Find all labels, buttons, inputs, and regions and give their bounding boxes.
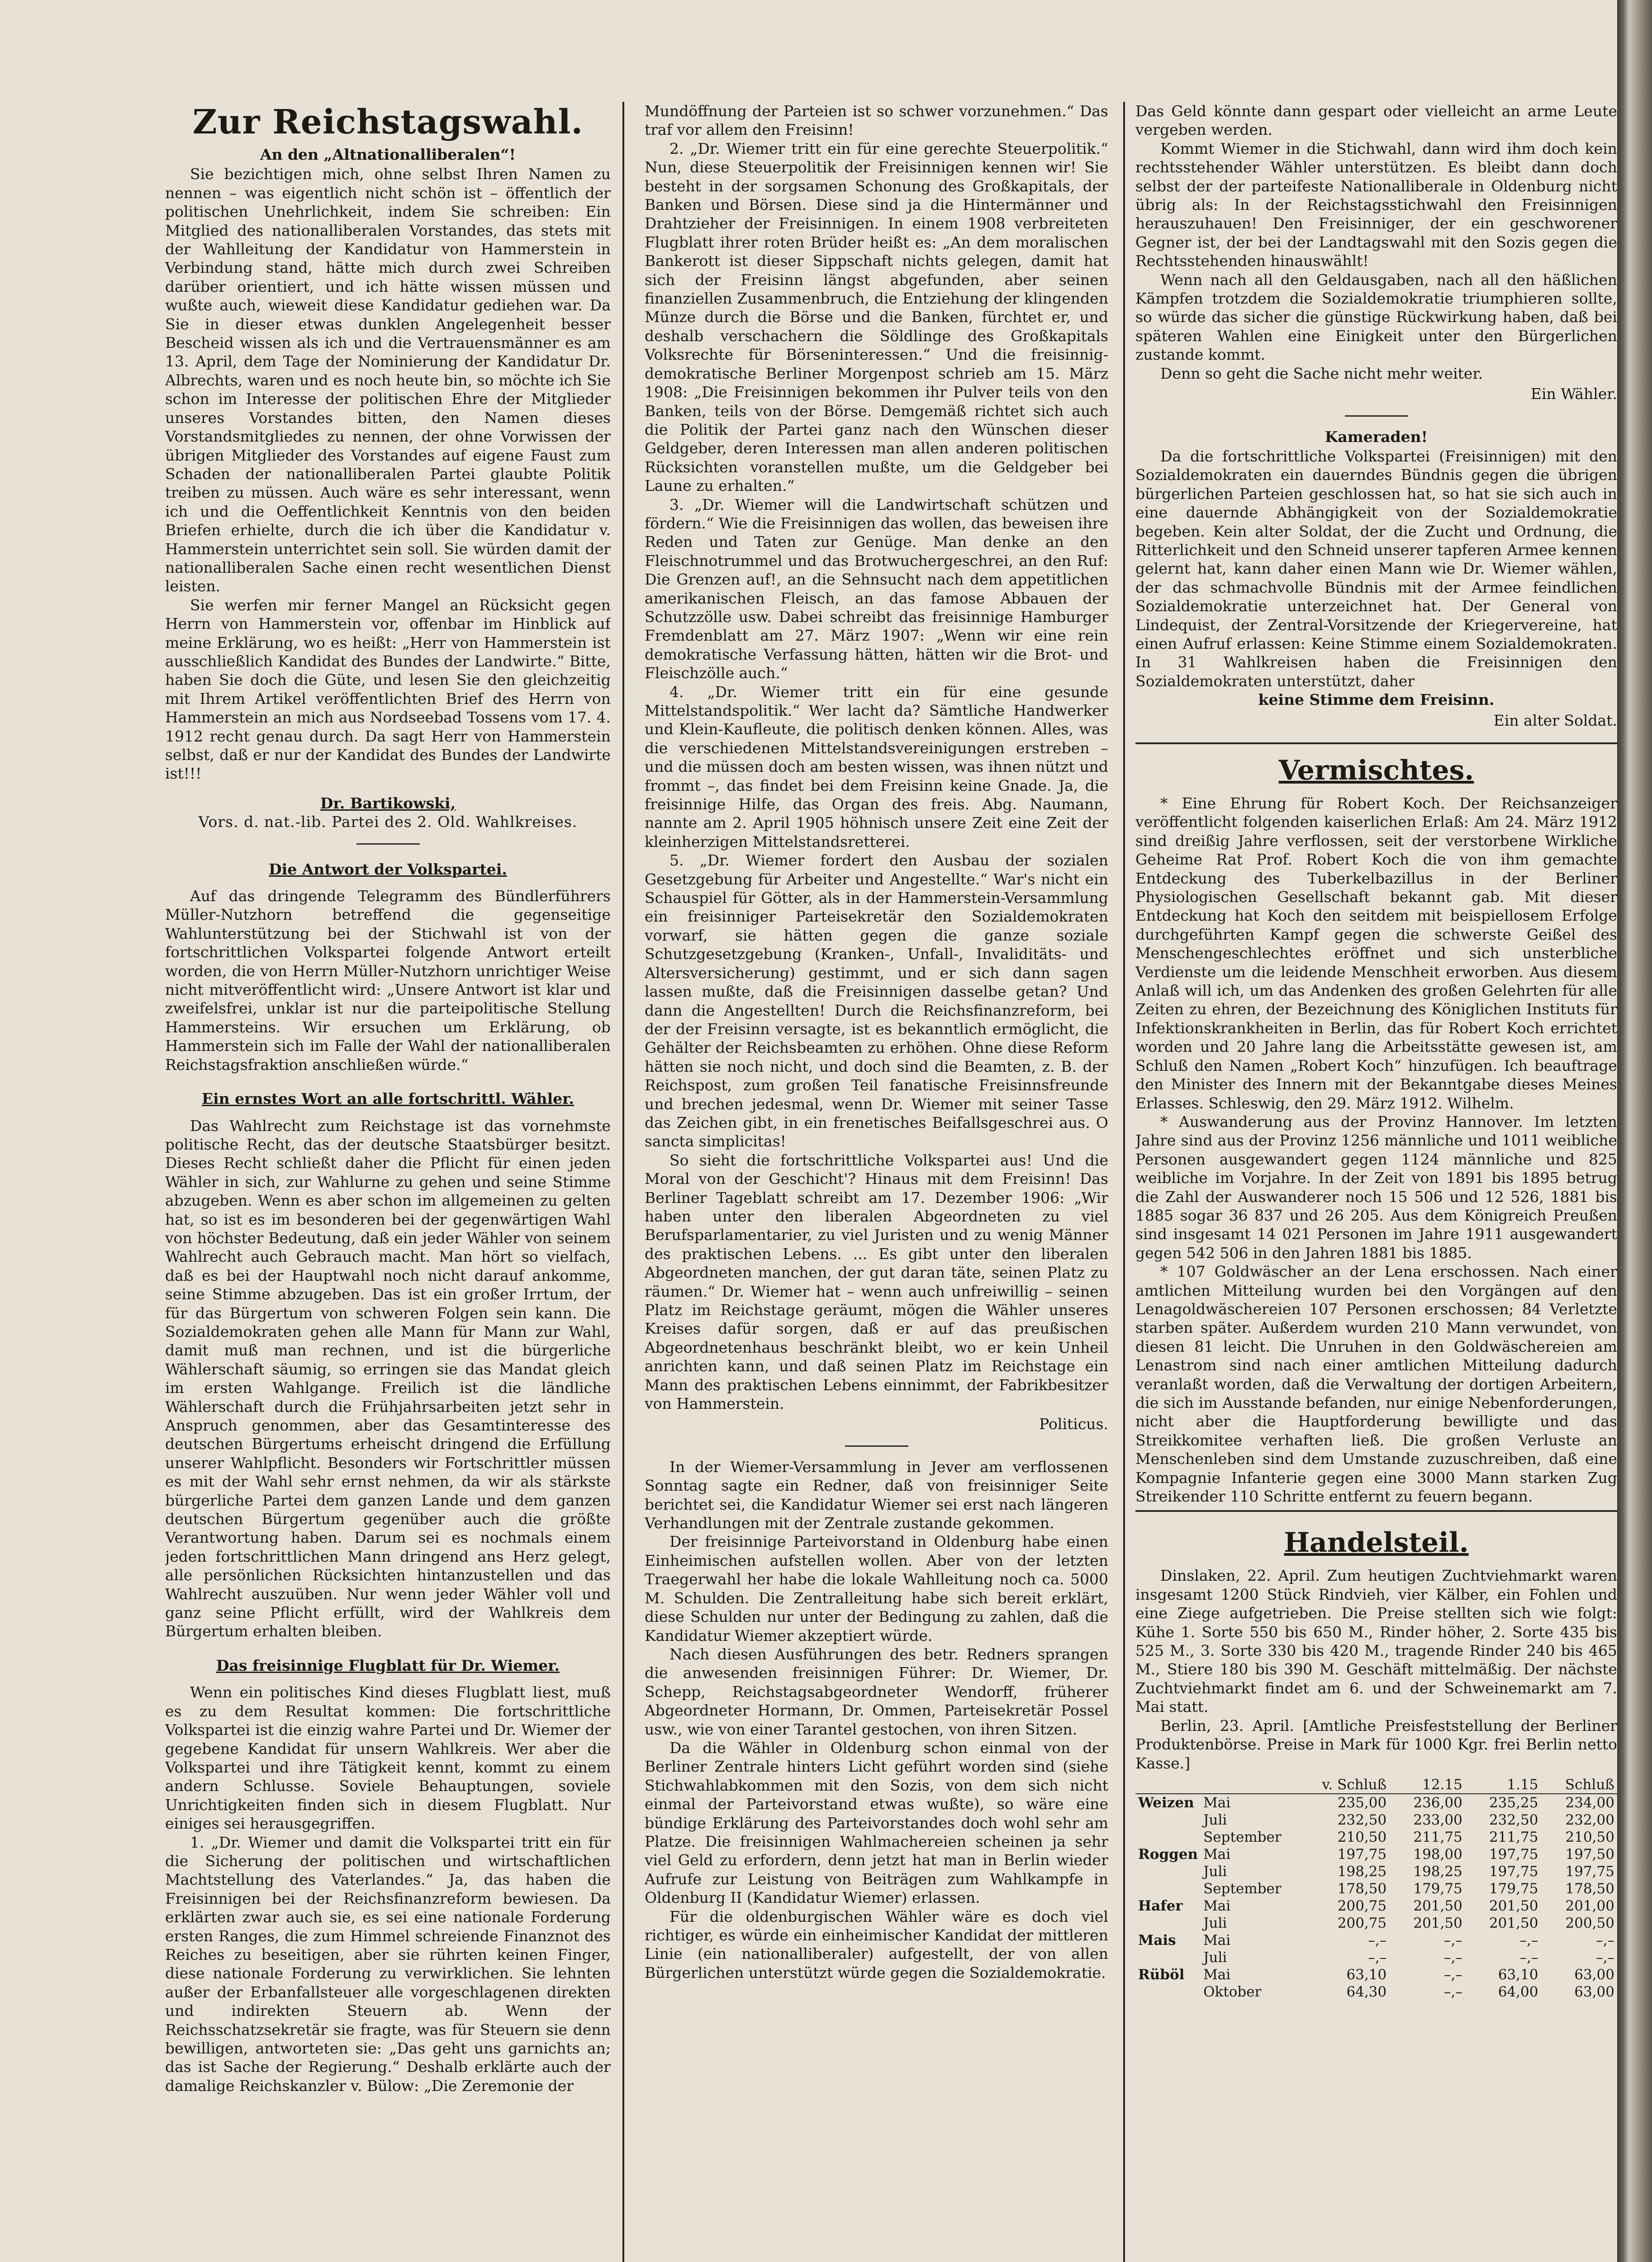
table-row bbox=[1135, 1897, 1617, 1915]
flyer-paragraph-1: Wenn ein politisches Kind dieses Flugblatt liest, muß es zu dem Resultat kommen: Die fortschrittliche Volkspartei ist die einzig wahre Partei und Dr. Wiemer der gegebene Kandidat für unsern Wahlkreis. Wer aber die Volkspartei und ihre Tätigkeit kennt, kommt zu einem andern Schlusse. Soviele Behauptungen, soviele Unrichtigkeiten finden sich in diesem Flugblatt. Nur einiges sei herausgegriffen. bbox=[165, 1683, 611, 1833]
price-cell: 200,50 bbox=[1565, 1915, 1614, 1931]
table-row bbox=[1135, 1949, 1617, 1966]
flyer-point-3: 3. „Dr. Wiemer will die Landwirtschaft schützen und fördern.“ Wie die Freisinnigen das wollen, das beweisen ihre Reden und Taten zur Genüge. Man denke an den Fleischnotrummel und das Brotwuchergeschrei, an den Ruf: Die Grenzen auf!, an die Sehnsucht nach dem appetitlichen amerikanischen Fleisch, an das famose Abbauen der Schutzzölle usw. Dabei schreibt das freisinnige Hamburger Fremdenblatt am 27. März 1907: „Wenn wir eine rein demokratische Verfassung hätten, hätten wir die Brot- und Fleischzölle auch.“ bbox=[645, 495, 1108, 682]
header-cell: v. Schluß bbox=[1292, 1776, 1389, 1794]
dinslaken-paragraph: Dinslaken, 22. April. Zum heutigen Zuchtviehmarkt waren insgesamt 1200 Stück Rindvieh, vier Kälber, ein Fohlen und eine Ziege aufgetrieben. Die Preise stellten sich wie folgt: Kühe 1. Sorte 550 bis 650 M., Rinder höher, 2. Sorte 435 bis 525 M., 3. Sorte 330 bis 420 M., tragende Rinder 240 bis 465 M., Stiere 180 bis 390 M. Geschäft mittelmäßig. Der nächste Zuchtviehmarkt findet am 6. und der Schweinemarkt am 7. Mai statt. bbox=[1135, 1567, 1617, 1716]
page-edge bbox=[1617, 0, 1652, 2262]
word-heading: Ein ernstes Wort an alle fortschrittl. Wähler. bbox=[201, 1090, 574, 1108]
price-cell: 201,50 bbox=[1413, 1915, 1462, 1931]
price-cell: 200,75 bbox=[1337, 1915, 1387, 1931]
price-cell: 64,00 bbox=[1498, 1983, 1538, 2000]
vermischtes-heading: Vermischtes. bbox=[1278, 755, 1474, 786]
price-cell: 197,50 bbox=[1565, 1846, 1614, 1863]
price-cell: 201,50 bbox=[1489, 1915, 1538, 1931]
price-cell: 201,50 bbox=[1413, 1897, 1462, 1914]
month-cell: Oktober bbox=[1203, 1983, 1262, 2000]
column-1 bbox=[165, 102, 611, 2262]
auswanderung-paragraph: * Auswanderung aus der Provinz Hannover. Im letzten Jahre sind aus der Provinz 1256 männliche und 1011 weibliche Personen ausgewandert gegen 1124 männliche und 825 weibliche im Vorjahre. In der Zeit von 1891 bis 1895 betrug die Zahl der Auswanderer noch 15 506 und 12 526, 1881 bis 1885 sogar 36 837 und 26 205. Aus dem Königreich Preußen sind insgesamt 14 021 Personen im Jahre 1911 ausgewandert gegen 542 506 in den Jahren 1881 bis 1885. bbox=[1135, 1112, 1617, 1262]
price-cell: 210,50 bbox=[1565, 1829, 1614, 1845]
price-cell: 63,10 bbox=[1346, 1966, 1387, 1983]
price-cell: 234,00 bbox=[1565, 1794, 1614, 1811]
price-cell: –,– bbox=[1519, 1949, 1538, 1966]
section-rule bbox=[1135, 1510, 1617, 1512]
price-cell: –,– bbox=[1368, 1932, 1387, 1948]
price-table bbox=[1135, 1776, 1617, 2001]
grain-cell bbox=[1135, 1811, 1201, 1829]
price-cell: 201,00 bbox=[1565, 1897, 1614, 1914]
table-row bbox=[1135, 1880, 1617, 1897]
grain-cell: Hafer bbox=[1138, 1897, 1183, 1914]
column-rule-1 bbox=[622, 102, 624, 2262]
grain-cell bbox=[1135, 1949, 1201, 1966]
einigkeit-paragraph: Wenn nach all den Geldausgaben, nach all den häßlichen Kämpfen trotzdem die Sozialdemokratie triumphieren sollte, so würde das sicher die günstige Rückwirkung haben, daß bei späteren Wahlen eine Einigkeit unter den Bürgerlichen zustande kommt. bbox=[1135, 271, 1617, 364]
price-cell: –,– bbox=[1596, 1932, 1614, 1948]
price-cell: –,– bbox=[1443, 1966, 1462, 1983]
koch-paragraph: * Eine Ehrung für Robert Koch. Der Reichsanzeiger veröffentlicht folgenden kaiserlichen Erlaß: Am 24. März 1912 sind dreißig Jahre verflossen, seit der verstorbene Wirkliche Geheime Rat Prof. Robert Koch die von ihm gemachte Entdeckung des Tuberkelbazillus in der Berliner Physiologischen Gesellschaft bekannt gab. Mit dieser Entdeckung hat Koch den seitdem mit beispiellosem Erfolge durchgeführten Kampf gegen die schwerste Geißel des Menschengeschlechtes eröffnet und sich unsterbliche Verdienste um die leidende Menschheit erworben. Aus diesem Anlaß will ich, um das Andenken des großen Gelehrten für alle Zeiten zu ehren, der Bezeichnung des Königlichen Instituts für Infektionskrankheiten in Berlin, das für Robert Koch errichtet worden und 20 Jahre lang die Arbeitsstätte gewesen ist, am Schluß den Namen „Robert Koch“ hinzufügen. Ich beauftrage den Minister des Innern mit der Bekanntgabe dieses Meines Erlasses. Schleswig, den 29. März 1912. Wilhelm. bbox=[1135, 794, 1617, 1112]
price-cell: 178,50 bbox=[1565, 1880, 1614, 1897]
header-cell: Schluß bbox=[1541, 1776, 1617, 1794]
lena-paragraph: * 107 Goldwäscher an der Lena erschossen. Nach einer amtlichen Mitteilung wurden bei den Vorgängen auf den Lenagoldwäschereien 107 Personen erschossen; 84 Verletzte starben später. Außerdem wurden 210 Mann verwundet, von diesen 81 leicht. Die Unruhen in den Goldwäschereien am Lenastrom sind nach einer amtlichen Mitteilung dadurch veranlaßt worden, daß die Verwaltung der dortigen Arbeitern, die sich im Ausstande befanden, nur einige Nebenforderungen, nicht aber die Hauptforderung bewilligte und das Streikkomitee verhaften ließ. Die großen Verluste an Menschenleben sind dem Umstande zuzuschreiben, daß eine Kompagnie Infanterie gegen eine 3000 Mann starken Zug Streikender 110 Schritte entfernt zu feuern begann. bbox=[1135, 1263, 1617, 1506]
header-cell bbox=[1201, 1776, 1292, 1794]
price-cell: 232,50 bbox=[1489, 1811, 1538, 1828]
kameraden-heading: Kameraden! bbox=[1324, 428, 1428, 446]
flyer-point-4: 4. „Dr. Wiemer tritt ein für eine gesunde Mittelstandspolitik.“ Wer lacht da? Sämtliche Handwerker und Klein-Kaufleute, die politisch denken können. Alles, was die verschiedenen Mittelstandsvereinigungen erstreben – und die müssen doch am besten wissen, was ihnen nützt und frommt –, das findet bei dem Freisinn keine Gnade. Ja, die freisinnige Hilfe, das Organ des freis. Abg. Naumann, nannte am 2. April 1905 höhnisch unsere Zeit eine Zeit der kleinherzigen Mittelstandsretterei. bbox=[645, 683, 1108, 851]
jever-paragraph-5: Für die oldenburgischen Wähler wäre es doch viel richtiger, es würde ein einheimischer Kandidat der mittleren Linie (ein nationalliberaler) aufgestellt, der von allen Bürgerlichen unterstützt würde gegen die Sozialdemokratie. bbox=[645, 1907, 1108, 1982]
table-row bbox=[1135, 1915, 1617, 1932]
table-row bbox=[1135, 1811, 1617, 1829]
month-cell: Juli bbox=[1203, 1915, 1227, 1931]
price-cell: 64,30 bbox=[1346, 1983, 1387, 2000]
jever-paragraph-3: Nach diesen Ausführungen des betr. Redners sprangen die anwesenden freisinnigen Führer: Dr. Wiemer, Dr. Schepp, Reichstagsabgeordneter Wendorff, früherer Abgeordneter Hormann, Dr. Ommen, Parteisekretär Possel usw., wie von einer Tarantel gestochen, von ihren Sitzen. bbox=[645, 1645, 1108, 1738]
waehler-signature: Ein Wähler. bbox=[1530, 385, 1617, 403]
price-cell: 210,50 bbox=[1337, 1829, 1387, 1845]
price-cell: 63,00 bbox=[1574, 1983, 1614, 2000]
grain-cell bbox=[1135, 1983, 1201, 2001]
header-cell: 1.15 bbox=[1465, 1776, 1541, 1794]
price-table-header bbox=[1135, 1776, 1617, 1794]
table-row bbox=[1135, 1794, 1617, 1811]
flyer-conclusion: So sieht die fortschrittliche Volkspartei aus! Und die Moral von der Geschicht'? Hinaus mit dem Freisinn! Das Berliner Tageblatt schreibt am 17. Dezember 1906: „Wir haben unter den liberalen Abgeordneten zu viel Berufsparlamentarier, zu viel Juristen und zu wenig Männer des praktischen Lebens. ... Es gibt unter den liberalen Abgeordneten manchen, der gut daran täte, seinen Platz zu räumen.“ Dr. Wiemer hat – wenn auch unfreiwillig – seinen Platz im Reichstage geräumt, mögen die Wähler unseres Kreises dafür sorgen, daß er auf das preußischen Abgeordnetenhaus beschränkt bleibt, wo er kein Unheil anrichten kann, und daß seinen Platz im Reichstage ein Mann des praktischen Lebens einnimmt, der Fabrikbesitzer von Hammerstein. bbox=[645, 1151, 1108, 1413]
price-cell: –,– bbox=[1443, 1949, 1462, 1966]
price-cell: 232,50 bbox=[1337, 1811, 1387, 1828]
letter-heading: An den „Altnationalliberalen“! bbox=[260, 146, 516, 163]
header-cell bbox=[1135, 1776, 1201, 1794]
jever-continuation: Das Geld könnte dann gespart oder vielleicht an arme Leute vergeben werden. bbox=[1135, 102, 1617, 139]
flyer-point-2: 2. „Dr. Wiemer tritt ein für eine gerechte Steuerpolitik.“ Nun, diese Steuerpolitik der Freisinnigen kennen wir! Sie besteht in der sorgsamen Schonung des Großkapitals, der Banken und Börsen. Diese sind ja die Hintermänner und Drahtzieher der Freisinnigen. In einem 1908 verbreiteten Flugblatt ihrer roten Brüder heißt es: „An dem moralischen Bankerott ist dieser Sippschaft nichts gelegen, damit hat sich der Freisinn längst abgefunden, aber seinen finanziellen Zusammenbruch, die Entziehung der klingenden Münze durch die Börse und die Banken, fürchtet er, und deshalb verschachern die Söldlinge des Großkapitals Volksrechte für Börseninteressen.“ Und die freisinnig-demokratische Berliner Morgenpost schrieb am 15. März 1908: „Die Freisinnigen bekommen ihr Pulver teils von den Banken, teils von der Börse. Demgemäß richtet sich auch die Politik der Partei ganz nach den Wünschen dieser Geldgeber, deren Interessen man allen anderen politischen Rücksichten voranstellen mußte, um die Geldgeber bei Laune zu erhalten.“ bbox=[645, 139, 1108, 495]
answer-heading: Die Antwort der Volkspartei. bbox=[269, 860, 507, 878]
answer-paragraph: Auf das dringende Telegramm des Bündlerführers Müller-Nutzhorn betreffend die gegenseitige Wahlunterstützung bei der Stichwahl ist von der fortschrittlichen Volkspartei folgende Antwort erteilt worden, die von Herrn Müller-Nutzhorn unrichtiger Weise nicht mitveröffentlicht wird: „Unsere Antwort ist klar und zweifelsfrei, unklar ist nur die parteipolitische Stellung Hammersteins. Wir ersuchen um Erklärung, ob Hammerstein sich im Falle der Wahl der nationalliberalen Reichstagsfraktion anschließen würde.“ bbox=[165, 887, 611, 1074]
month-cell: Mai bbox=[1203, 1932, 1231, 1948]
month-cell: Juli bbox=[1203, 1811, 1227, 1828]
price-cell: 178,50 bbox=[1337, 1880, 1387, 1897]
separator bbox=[845, 1445, 908, 1447]
grain-cell: Weizen bbox=[1138, 1794, 1194, 1811]
price-cell: 198,25 bbox=[1337, 1863, 1387, 1880]
price-cell: 197,75 bbox=[1489, 1846, 1538, 1863]
table-row bbox=[1135, 1932, 1617, 1949]
price-cell: 235,00 bbox=[1337, 1794, 1387, 1811]
price-cell: –,– bbox=[1443, 1983, 1462, 2000]
month-cell: Mai bbox=[1203, 1897, 1231, 1914]
header-cell: 12.15 bbox=[1389, 1776, 1465, 1794]
price-cell: 197,75 bbox=[1337, 1846, 1387, 1863]
price-cell: 232,00 bbox=[1565, 1811, 1614, 1828]
stichwahl-paragraph: Kommt Wiemer in die Stichwahl, dann wird ihm doch kein rechtsstehender Wähler unterstützen. Es bleibt dann doch selbst der der parteifeste Nationalliberale in Oldenburg nicht übrig als: In der Reichstagsstichwahl den Freisinnigen herauszuhauen! Den Freisinniger, der ein geschworener Gegner ist, der bei der Landtagswahl mit den Sozis gegen die Rechtsstehenden hinauswählt! bbox=[1135, 139, 1617, 270]
grain-cell bbox=[1135, 1863, 1201, 1880]
separator bbox=[356, 843, 420, 845]
price-cell: –,– bbox=[1596, 1949, 1614, 1966]
month-cell: Juli bbox=[1203, 1863, 1227, 1880]
kameraden-paragraph: Da die fortschrittliche Volkspartei (Freisinnigen) mit den Sozialdemokraten ein dauerndes Bündnis gegen die übrigen bürgerlichen Parteien geschlossen hat, so hat sie sich auch in eine dauernde Abhängigkeit von der Sozialdemokratie begeben. Kein alter Soldat, der die Zucht und Ordnung, die Ritterlichkeit und den Schneid unserer tapferen Armee kennen gelernt hat, kann daher einen Mann wie Dr. Wiemer wählen, der das schmachvolle Bündnis mit der Armee feindlichen Sozialdemokratie unterzeichnet hat. Der General von Lindequist, der Zentral-Vorsitzende der Kriegervereine, hat einen Aufruf erlassen: Keine Stimme einem Sozialdemokraten. In 31 Wahlkreisen haben die Freisinnigen den Sozialdemokraten unterstützt, daher bbox=[1135, 447, 1617, 690]
grain-cell: Rüböl bbox=[1138, 1966, 1185, 1983]
letter-paragraph-1: Sie bezichtigen mich, ohne selbst Ihren Namen zu nennen – was eigentlich nicht schön ist – öffentlich der politischen Unehrlichkeit, indem Sie schreiben: Ein Mitglied des nationalliberalen Vorstandes, das stets mit der Wahlleitung der Kandidatur von Hammerstein in Verbindung stand, hätte mich durch zwei Schreiben darüber orientiert, und ich hätte wissen müssen und wußte auch, wieweit diese Kandidatur gediehen war. Da Sie in dieser etwas dunklen Angelegenheit besser Bescheid wissen als ich und die Vertrauensmänner es am 13. April, dem Tage der Nominierung der Kandidatur Dr. Albrechts, waren und es noch heute bin, so möchte ich Sie schon im Interesse der politischen Ehre der Mitglieder unseres Vorstandes bitten, den Namen dieses Vorstandsmitgliedes zu nennen, der ohne Vorwissen der übrigen Mitglieder des Vorstandes auf eigene Faust zum Schaden der nationalliberalen Partei glaubte Politik treiben zu müssen. Auch wäre es sehr interessant, wenn ich und die Oeffentlichkeit Kenntnis von den beiden Briefen erhielte, durch die ich über die Kandidatur v. Hammerstein unterrichtet sein soll. Sie würden damit der nationalliberalen Sache einen recht wesentlichen Dienst leisten. bbox=[165, 165, 611, 595]
jever-paragraph-1: In der Wiemer-Versammlung in Jever am verflossenen Sonntag sagte ein Redner, daß von freisinniger Seite berichtet sei, die Kandidatur Wiemer sei erst nach längeren Verhandlungen mit der Zentrale zustande gekommen. bbox=[645, 1458, 1108, 1532]
month-cell: September bbox=[1203, 1829, 1282, 1845]
grain-cell bbox=[1135, 1915, 1201, 1932]
handelsteil-heading: Handelsteil. bbox=[1284, 1527, 1469, 1559]
price-cell: 200,75 bbox=[1337, 1897, 1387, 1914]
flyer-point-5: 5. „Dr. Wiemer fordert den Ausbau der sozialen Gesetzgebung für Arbeiter und Angestellte.“ War's nicht ein Schauspiel für Götter, als in der Hammerstein-Versammlung ein freisinniger Parteisekretär den Sozialdemokraten vorwarf, sie hätten gegen die ganze soziale Schutzgesetzgebung (Kranken-, Unfall-, Invaliditäts- und Altersversicherung) gestimmt, und er sich dann sagen lassen mußte, daß die Freisinnigen dasselbe getan? Und dann die Angestellten! Durch die Reichsfinanzreform, bei der der Freisinn versagte, ist es bekanntlich ermöglicht, die Gehälter der Reichsbeamten zu erhöhen. Ohne diese Reform hätten sie noch nicht, und doch sind die Beamten, z. B. der Reichspost, zum großen Teil fanatische Freisinnsfreunde und brechen jedesmal, wenn Dr. Wiemer mit seiner Tasse das Zeichen gibt, in ein frenetisches Beifallsgeschrei aus. O sancta simplicitas! bbox=[645, 851, 1108, 1150]
month-cell: September bbox=[1203, 1880, 1282, 1897]
table-row bbox=[1135, 1863, 1617, 1880]
separator bbox=[1345, 415, 1408, 417]
price-cell: 63,00 bbox=[1574, 1966, 1614, 1983]
price-cell: 201,50 bbox=[1489, 1897, 1538, 1914]
grain-cell: Roggen bbox=[1138, 1846, 1198, 1863]
soldat-signature: Ein alter Soldat. bbox=[1493, 711, 1617, 729]
price-cell: 233,00 bbox=[1413, 1811, 1462, 1828]
price-cell: 211,75 bbox=[1489, 1829, 1538, 1845]
price-cell: 198,00 bbox=[1413, 1846, 1462, 1863]
table-row bbox=[1135, 1829, 1617, 1846]
month-cell: Mai bbox=[1203, 1966, 1231, 1983]
main-headline: Zur Reichstagswahl. bbox=[192, 103, 584, 142]
price-cell: 179,75 bbox=[1413, 1880, 1462, 1897]
berlin-paragraph: Berlin, 23. April. [Amtliche Preisfeststellung der Berliner Produktenbörse. Preise in Mark für 1000 Kgr. frei Berlin netto Kasse.] bbox=[1135, 1716, 1617, 1772]
flyer-heading: Das freisinnige Flugblatt für Dr. Wiemer. bbox=[216, 1656, 560, 1674]
month-cell: Mai bbox=[1203, 1794, 1231, 1811]
word-paragraph: Das Wahlrecht zum Reichstage ist das vornehmste politische Recht, das der deutsche Staatsbürger besitzt. Dieses Recht schließt daher die Pflicht für einen jeden Wähler in sich, zur Wahlurne zu gehen und seine Stimme abzugeben. Wenn es aber schon im allgemeinen zu gelten hat, so ist es im besonderen bei der gegenwärtigen Wahl von höchster Bedeutung, daß ein jeder Wähler von seinem Wahlrecht auch Gebrauch macht. Man hört so vielfach, daß es bei der Hauptwahl noch nicht darauf ankomme, seine Stimme abzugeben. Das ist ein großer Irrtum, der für das Bürgertum von schweren Folgen sein kann. Die Sozialdemokraten gehen alle Mann für Mann zur Wahl, damit muß man rechnen, und ist die bürgerliche Wählerschaft säumig, so erringen sie das Mandat gleich im ersten Wahlgange. Freilich ist die ländliche Wählerschaft durch die Frühjahrsarbeiten jetzt sehr in Anspruch genommen, aber das Gesamtinteresse des deutschen Bürgertums erheischt dringend die Erfüllung unserer Wahlpflicht. Besonders wir Fortschrittler müssen es mit der Wahl sehr ernst nehmen, da wir als stärkste bürgerliche Partei dem ganzen Lande und dem ganzen deutschen Bürgertum gegenüber auch die größte Verantwortung haben. Darum sei es nochmals einem jeden fortschrittlichen Mann dringend ans Herz gelegt, alle persönlichen Rücksichten hintanzustellen und das Wahlrecht auszuüben. Nur wenn jeder Wähler voll und ganz seine Pflicht erfüllt, wird der Wahlkreis dem Bürgertum erhalten bleiben. bbox=[165, 1117, 611, 1640]
price-cell: –,– bbox=[1443, 1932, 1462, 1948]
letter-paragraph-2: Sie werfen mir ferner Mangel an Rücksicht gegen Herrn von Hammerstein vor, offenbar im Hinblick auf meine Erklärung, wo es heißt: „Herr von Hammerstein ist ausschließlich Kandidat des Bundes der Landwirte.“ Bitte, haben Sie doch die Güte, und lesen Sie den gleichzeitig mit Ihrem Artikel veröffentlichten Brief des Herrn von Hammerstein an mich aus Nordseebad Tossens vom 17. 4. 1912 recht genau durch. Da sagt Herr von Hammerstein selbst, daß er nur der Kandidat des Bundes der Landwirte ist!!! bbox=[165, 596, 611, 783]
column-2 bbox=[645, 102, 1108, 2262]
table-row bbox=[1135, 1846, 1617, 1863]
grain-cell bbox=[1135, 1829, 1201, 1846]
price-cell: 235,25 bbox=[1489, 1794, 1538, 1811]
flyer-signature: Politicus. bbox=[1039, 1415, 1108, 1433]
column-rule-2 bbox=[1123, 102, 1125, 2262]
column-3 bbox=[1135, 102, 1617, 2262]
flyer-paragraph-2: 1. „Dr. Wiemer und damit die Volkspartei tritt ein für die Sicherung der politischen und wirtschaftlichen Machtstellung des Vaterlandes.“ Ja, das haben die Freisinnigen bei der Reichsfinanzreform bewiesen. Da erklärten zwar auch sie, es sei eine nationale Forderung ersten Ranges, die zum Himmel schreiende Finanznot des Reiches zu beseitigen, aber sie rührten keinen Finger, diese nationale Forderung zu verwirklichen. Sie lehnten außer der Erbanfallsteuer alle vorgeschlagenen direkten und indirekten Steuern ab. Wenn der Reichsschatzsekretär sie fragte, was für Steuern sie denn bewilligen, antworteten sie: „Das geht uns garnichts an; das ist Sache der Regierung.“ Deshalb erklärte auch der damalige Reichskanzler v. Bülow: „Die Zeremonie der bbox=[165, 1833, 611, 2095]
price-cell: 211,75 bbox=[1413, 1829, 1462, 1845]
month-cell: Mai bbox=[1203, 1846, 1231, 1863]
table-row bbox=[1135, 1966, 1617, 1983]
jever-paragraph-4: Da die Wähler in Oldenburg schon einmal von der Berliner Zentrale hinters Licht geführt worden sind (siehe Stichwahlabkommen mit den Sozis, von dem sich nicht einmal der Parteivorstand etwas wußte), so wäre eine bündige Erklärung des Parteivorstandes doch wohl sehr am Platze. Die freisinnigen Wahlmachereien scheinen ja sehr viel Geld zu erfordern, denn jetzt hat man in Berlin wieder Aufrufe zur Leistung von Beiträgen zum Wahlkampfe in Oldenburg II (Kandidatur Wiemer) erlassen. bbox=[645, 1739, 1108, 1907]
letter-signature-name: Dr. Bartikowski, bbox=[320, 794, 456, 812]
price-cell: 197,75 bbox=[1489, 1863, 1538, 1880]
price-cell: –,– bbox=[1519, 1932, 1538, 1948]
price-cell: 198,25 bbox=[1413, 1863, 1462, 1880]
price-cell: 179,75 bbox=[1489, 1880, 1538, 1897]
price-cell: –,– bbox=[1368, 1949, 1387, 1966]
price-cell: 63,10 bbox=[1498, 1966, 1538, 1983]
flyer-continuation: Mundöffnung der Parteien ist so schwer vorzunehmen.“ Das traf vor allem den Freisinn! bbox=[645, 102, 1108, 139]
grain-cell: Mais bbox=[1138, 1932, 1176, 1948]
price-cell: 197,75 bbox=[1565, 1863, 1614, 1880]
price-cell: 236,00 bbox=[1413, 1794, 1462, 1811]
letter-signature-title: Vors. d. nat.-lib. Partei des 2. Old. Wahlkreises. bbox=[198, 813, 578, 831]
closing-line: Denn so geht die Sache nicht mehr weiter. bbox=[1160, 364, 1483, 382]
section-rule bbox=[1135, 742, 1617, 744]
jever-paragraph-2: Der freisinnige Parteivorstand in Oldenburg habe einen Einheimischen aufstellen wollen. Aber von der letzten Traegerwahl her habe die lokale Wahlleitung noch ca. 5000 M. Schulden. Die Zentralleitung habe sich bereit erklärt, diese Schulden nur unter der Bedingung zu zahlen, daß die Kandidatur Wiemer akzeptiert würde. bbox=[645, 1533, 1108, 1644]
kameraden-slogan: keine Stimme dem Freisinn. bbox=[1258, 691, 1495, 709]
month-cell: Juli bbox=[1203, 1949, 1227, 1966]
grain-cell bbox=[1135, 1880, 1201, 1897]
table-row bbox=[1135, 1983, 1617, 2001]
